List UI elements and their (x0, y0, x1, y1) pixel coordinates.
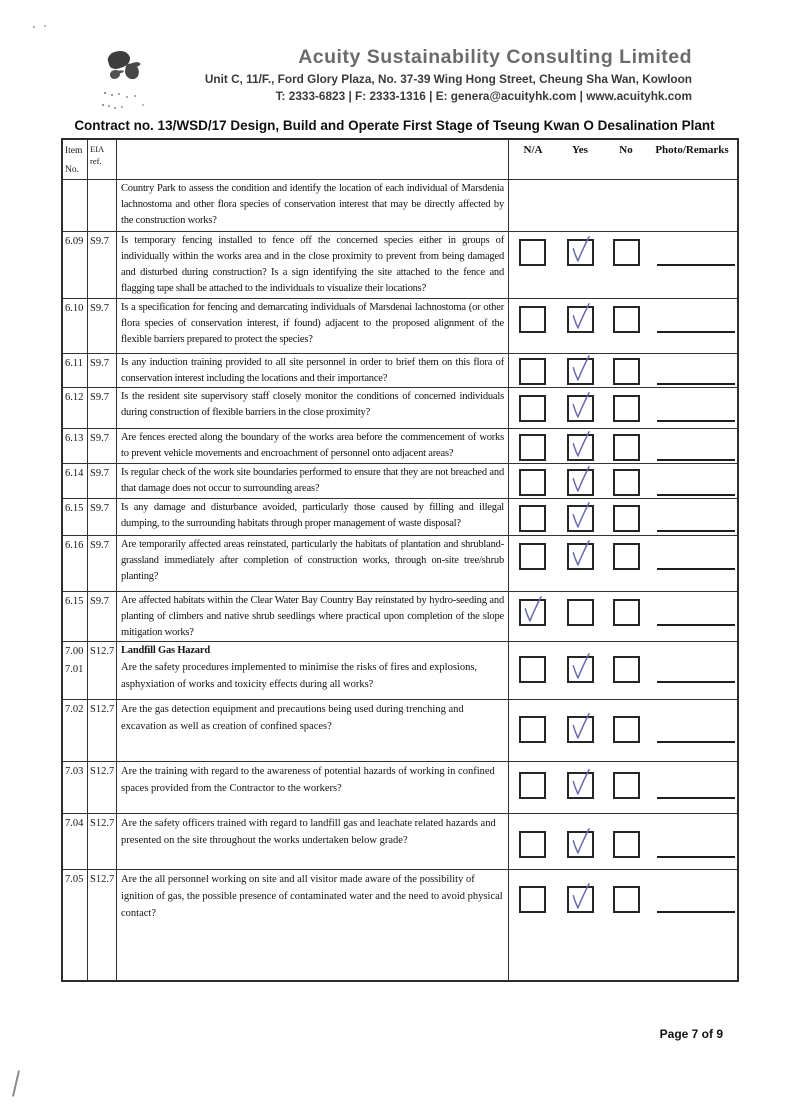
company-contacts: T: 2333-6823 | F: 2333-1316 | E: genera@acuityhk.com | www.acuityhk.com (275, 89, 692, 103)
table-row (63, 499, 737, 536)
eia-ref-cell: S9.7 (88, 536, 117, 591)
item-no-cell: 7.03 (63, 762, 88, 813)
check-mark-icon (569, 718, 592, 741)
eia-ref-cell: S12.7 (88, 700, 117, 761)
table-row (63, 388, 737, 429)
remarks-line[interactable] (657, 469, 735, 496)
question-text: Are the gas detection equipment and precautions being used during trenching and excavation as well as creation of confined spaces? (121, 704, 464, 732)
question-cell (117, 464, 509, 498)
question-text: Country Park to assess the condition and identify the location of each individual of Marsdenia lachnostoma and other flora species of conservation interest that may be directly affected by the construction works? (121, 183, 504, 226)
check-mark-icon (569, 507, 592, 530)
check-mark-icon (569, 545, 592, 568)
table-header-row (63, 140, 737, 180)
checkbox-yes[interactable] (567, 434, 594, 461)
question-text: Is temporary fencing installed to fence off the concerned species either in groups of individually within the works area and in the close proximity to prevent from being damaged and disturbed during construction? Is a sign identifying the site attached to the fence and flagging tape shall be attached to the individuals to visualize their locations? (121, 235, 504, 294)
page-number: Page 7 of 9 (659, 1027, 723, 1041)
question-text: Are affected habitats within the Clear Water Bay Country Bay reinstated by hydro-seeding and planting of climbers and native shrub seedlings where practical upon completion of the slope mitigation works? (121, 595, 504, 638)
question-text: Are the training with regard to the awareness of potential hazards of working in confined spaces provided from the Contractor to the workers? (121, 766, 495, 794)
question-cell (117, 870, 509, 980)
question-cell (117, 180, 509, 231)
checkbox-na[interactable] (519, 716, 546, 743)
checklist-table (61, 138, 739, 982)
item-no-cell: 6.11 (63, 354, 88, 387)
question-text: Are the safety procedures implemented to minimise the risks of fires and explosions, asphyxiation of works and toxicity effects during all works? (121, 662, 478, 690)
photo-remarks-column-label: Photo/Remarks (655, 144, 729, 156)
question-cell (117, 762, 509, 813)
question-text: Are the safety officers trained with regard to landfill gas and leachate related hazards and presented on the site throughout the works undertaken below grade? (121, 818, 496, 846)
item-no-cell: 6.09 (63, 232, 88, 298)
company-logo (98, 48, 170, 114)
eia-ref-cell (88, 180, 117, 231)
check-mark-icon (569, 774, 592, 797)
answers-cell (509, 592, 737, 641)
checkbox-na[interactable] (519, 505, 546, 532)
answers-cell (509, 388, 737, 428)
answers-cell (509, 536, 737, 591)
table-row (63, 464, 737, 499)
table-row (63, 354, 737, 388)
pen-mark (12, 1070, 20, 1097)
letterhead (205, 46, 692, 103)
question-cell (117, 354, 509, 387)
checkbox-no[interactable] (613, 505, 640, 532)
remarks-line[interactable] (657, 543, 735, 570)
eia-ref-header: EIA ref. (88, 140, 117, 179)
answers-cell (509, 762, 737, 813)
remarks-line[interactable] (657, 831, 735, 858)
checkbox-yes[interactable] (567, 358, 594, 385)
table-body (63, 180, 737, 980)
remarks-line[interactable] (657, 772, 735, 799)
item-no-cell (63, 180, 88, 231)
answers-cell (509, 180, 737, 231)
item-no-cell: 6.15 (63, 499, 88, 535)
checkbox-yes[interactable] (567, 772, 594, 799)
checkbox-no[interactable] (613, 831, 640, 858)
remarks-line[interactable] (657, 505, 735, 532)
table-row (63, 180, 737, 232)
remarks-line[interactable] (657, 656, 735, 683)
checkbox-yes[interactable] (567, 656, 594, 683)
question-cell (117, 299, 509, 353)
remarks-line[interactable] (657, 434, 735, 461)
question-cell (117, 388, 509, 428)
answers-cell (509, 499, 737, 535)
checkbox-no[interactable] (613, 434, 640, 461)
checkbox-yes[interactable] (567, 599, 594, 626)
yes-column-label: Yes (572, 144, 588, 156)
check-mark-icon (569, 888, 592, 911)
remarks-line[interactable] (657, 306, 735, 333)
table-row (63, 762, 737, 814)
table-row (63, 642, 737, 700)
na-column-label: N/A (523, 144, 543, 156)
checkbox-no[interactable] (613, 306, 640, 333)
question-cell (117, 642, 509, 699)
company-name: Acuity Sustainability Consulting Limited (298, 46, 692, 68)
check-mark-icon (569, 658, 592, 681)
check-mark-icon (569, 308, 592, 331)
item-no-cell: 6.15 (63, 592, 88, 641)
question-text: Is regular check of the work site boundaries performed to ensure that they are not breached and that damage does not occur to surrounding areas? (121, 467, 504, 494)
question-text: Is the resident site supervisory staff closely monitor the conditions of concerned individuals during construction of flexible barriers in the close proximity? (121, 391, 504, 418)
check-mark-icon (569, 360, 592, 383)
question-cell (117, 592, 509, 641)
item-no-cell: 6.16 (63, 536, 88, 591)
remarks-line[interactable] (657, 886, 735, 913)
check-mark-icon (569, 436, 592, 459)
no-column-label: No (619, 144, 633, 156)
section-heading: Landfill Gas Hazard (121, 645, 210, 656)
checkbox-no[interactable] (613, 395, 640, 422)
checkbox-na[interactable] (519, 831, 546, 858)
eia-ref-cell: S12.7 (88, 762, 117, 813)
table-row (63, 299, 737, 354)
checkbox-na[interactable] (519, 543, 546, 570)
checkbox-yes[interactable] (567, 716, 594, 743)
scan-artifact-dots (33, 26, 35, 28)
checkbox-yes[interactable] (567, 469, 594, 496)
question-cell (117, 232, 509, 298)
checkbox-na[interactable] (519, 395, 546, 422)
checkbox-no[interactable] (613, 358, 640, 385)
checkbox-yes[interactable] (567, 886, 594, 913)
eia-ref-cell: S9.7 (88, 429, 117, 463)
eia-ref-cell: S9.7 (88, 354, 117, 387)
eia-ref-cell: S9.7 (88, 499, 117, 535)
eia-ref-cell: S9.7 (88, 592, 117, 641)
checkbox-yes[interactable] (567, 543, 594, 570)
checkbox-no[interactable] (613, 543, 640, 570)
checkbox-no[interactable] (613, 656, 640, 683)
table-row (63, 700, 737, 762)
answers-cell (509, 642, 737, 699)
answers-cell (509, 700, 737, 761)
item-no-cell: 7.02 (63, 700, 88, 761)
question-cell (117, 700, 509, 761)
checkbox-na[interactable] (519, 239, 546, 266)
answers-cell (509, 299, 737, 353)
checkbox-yes[interactable] (567, 395, 594, 422)
item-no-cell: 6.14 (63, 464, 88, 498)
check-mark-icon (569, 397, 592, 420)
item-no-cell: 6.13 (63, 429, 88, 463)
table-row (63, 870, 737, 980)
checkbox-no[interactable] (613, 716, 640, 743)
item-no-cell: 7.00 7.01 (63, 642, 88, 699)
checkbox-no[interactable] (613, 772, 640, 799)
remarks-line[interactable] (657, 358, 735, 385)
checkbox-no[interactable] (613, 599, 640, 626)
checkbox-na[interactable] (519, 434, 546, 461)
answers-cell (509, 429, 737, 463)
checkbox-na[interactable] (519, 358, 546, 385)
remarks-line[interactable] (657, 395, 735, 422)
checkbox-yes[interactable] (567, 831, 594, 858)
remarks-line[interactable] (657, 239, 735, 266)
company-address: Unit C, 11/F., Ford Glory Plaza, No. 37-39 Wing Hong Street, Cheung Sha Wan, Kowloon (204, 72, 692, 86)
question-text: Are the all personnel working on site and all visitor made aware of the possibility of ignition of gas, the possible presence of contaminated water and the need to avoid physical contact? (121, 874, 503, 919)
eia-ref-cell: S9.7 (88, 299, 117, 353)
check-mark-icon (521, 601, 544, 624)
answers-cell (509, 354, 737, 387)
question-text: Is any damage and disturbance avoided, particularly those caused by filling and illegal dumping, to the surrounding habitats through proper management of waste disposal? (121, 502, 504, 529)
checkbox-na[interactable] (519, 886, 546, 913)
question-header (117, 140, 509, 179)
question-text: Are fences erected along the boundary of the works area before the commencement of works to prevent vehicle movements and encroachment of personnel onto adjacent areas? (121, 432, 504, 459)
table-row (63, 232, 737, 299)
checkbox-yes[interactable] (567, 505, 594, 532)
checkbox-na[interactable] (519, 656, 546, 683)
checkbox-na[interactable] (519, 469, 546, 496)
question-text: Are temporarily affected areas reinstated, particularly the habitats of plantation and shrubland-grassland immediately after completion of construction works, through on-site tree/shrub planting? (121, 539, 504, 582)
eia-ref-cell: S9.7 (88, 464, 117, 498)
remarks-line[interactable] (657, 599, 735, 626)
eia-ref-cell: S12.7 (88, 870, 117, 980)
question-text: Is a specification for fencing and demarcating individuals of Marsdenai lachnostoma (or other flora species of conservation interest, if found) adjacent to the proposed alignment of the flexible barriers prepared to protect the species? (121, 302, 504, 345)
eia-ref-cell: S9.7 (88, 232, 117, 298)
eia-ref-cell: S12.7 (88, 814, 117, 869)
question-cell (117, 429, 509, 463)
item-no-cell: 7.05 (63, 870, 88, 980)
answers-cell (509, 814, 737, 869)
checkbox-na[interactable] (519, 772, 546, 799)
item-no-header: Item No. (63, 140, 88, 179)
eia-ref-cell: S9.7 (88, 388, 117, 428)
question-cell (117, 814, 509, 869)
contract-title: Contract no. 13/WSD/17 Design, Build and Operate First Stage of Tseung Kwan O Desalination Plant (74, 118, 715, 133)
checkbox-na[interactable] (519, 599, 546, 626)
checkbox-no[interactable] (613, 469, 640, 496)
answers-cell (509, 464, 737, 498)
answers-cell (509, 870, 737, 980)
table-row (63, 536, 737, 592)
check-mark-icon (569, 471, 592, 494)
table-row (63, 592, 737, 642)
item-no-cell: 6.10 (63, 299, 88, 353)
checkbox-no[interactable] (613, 886, 640, 913)
question-cell (117, 536, 509, 591)
remarks-line[interactable] (657, 716, 735, 743)
eia-ref-cell: S12.7 (88, 642, 117, 699)
checkbox-yes[interactable] (567, 239, 594, 266)
checkbox-yes[interactable] (567, 306, 594, 333)
table-row (63, 814, 737, 870)
check-mark-icon (569, 833, 592, 856)
item-no-cell: 6.12 (63, 388, 88, 428)
checkbox-na[interactable] (519, 306, 546, 333)
checkbox-no[interactable] (613, 239, 640, 266)
table-row (63, 429, 737, 464)
question-cell (117, 499, 509, 535)
question-text: Is any induction training provided to all site personnel in order to brief them on this flora of conservation interest including the locations and their importance? (121, 357, 504, 384)
check-mark-icon (569, 241, 592, 264)
answers-header (509, 140, 737, 179)
item-no-cell: 7.04 (63, 814, 88, 869)
answers-cell (509, 232, 737, 298)
